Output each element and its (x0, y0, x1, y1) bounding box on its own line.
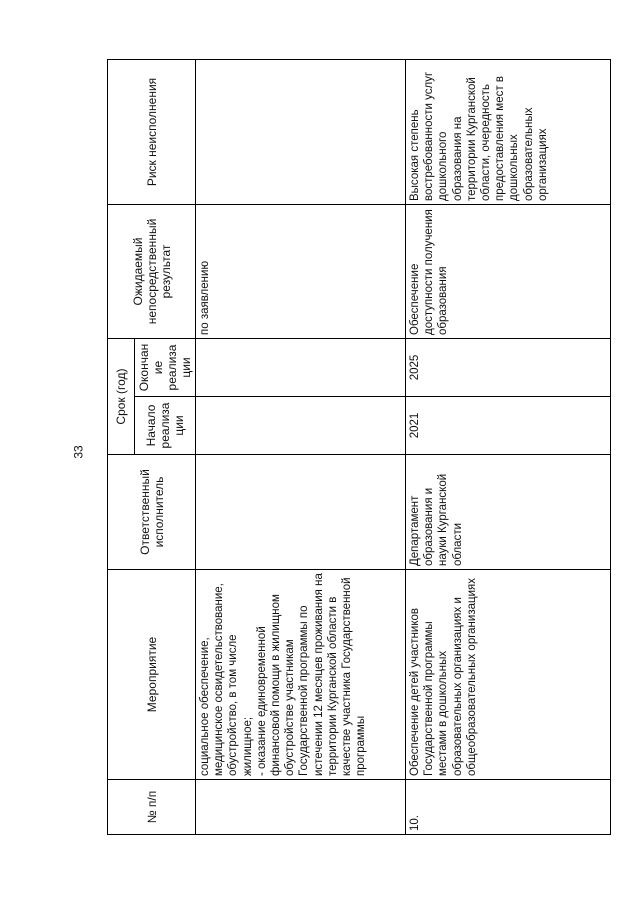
header-executor: Ответственный исполнитель (108, 455, 196, 570)
header-risk: Риск неисполнения (108, 60, 196, 205)
header-end: Окончание реализации (135, 339, 196, 397)
cell-risk: Высокая степень востребованности услуг дошкольного образования на территории Курганской области, очередность предоставления мест в дошкольных образовательных организациях (406, 60, 611, 205)
cell-result: Обеспечение доступности получения образования (406, 205, 611, 339)
cell-risk (196, 60, 406, 205)
cell-num (196, 780, 406, 835)
cell-result: по заявлению (196, 205, 406, 339)
cell-event: социальное обеспечение, медицинское освидетельствование, обустройство, в том числе жилищное; - оказание единовременной финансовой помощи в жилищном обустройстве участникам Государственной программы по истечении 12 месяцев проживания на территории Курганской области в качестве участника Государственной программы (196, 570, 406, 780)
cell-start: 2021 (406, 397, 611, 455)
rotated-table-container (107, 60, 607, 835)
program-table (107, 59, 611, 835)
header-num: № п/п (108, 780, 196, 835)
header-event: Мероприятие (108, 570, 196, 780)
table-row (406, 60, 611, 835)
cell-num: 10. (406, 780, 611, 835)
table-row (196, 60, 406, 835)
header-result: Ожидаемый непосредственный результат (108, 205, 196, 339)
cell-executor: Департамент образования и науки Курганской области (406, 455, 611, 570)
cell-event: Обеспечение детей участников Государственной программы местами в дошкольных образовательных организациях и общеобразовательных организациях (406, 570, 611, 780)
cell-end: 2025 (406, 339, 611, 397)
header-start: Начало реализации (135, 397, 196, 455)
cell-end (196, 339, 406, 397)
page-number: 33 (71, 445, 86, 459)
cell-start (196, 397, 406, 455)
header-term: Срок (год) (108, 339, 135, 455)
cell-executor (196, 455, 406, 570)
